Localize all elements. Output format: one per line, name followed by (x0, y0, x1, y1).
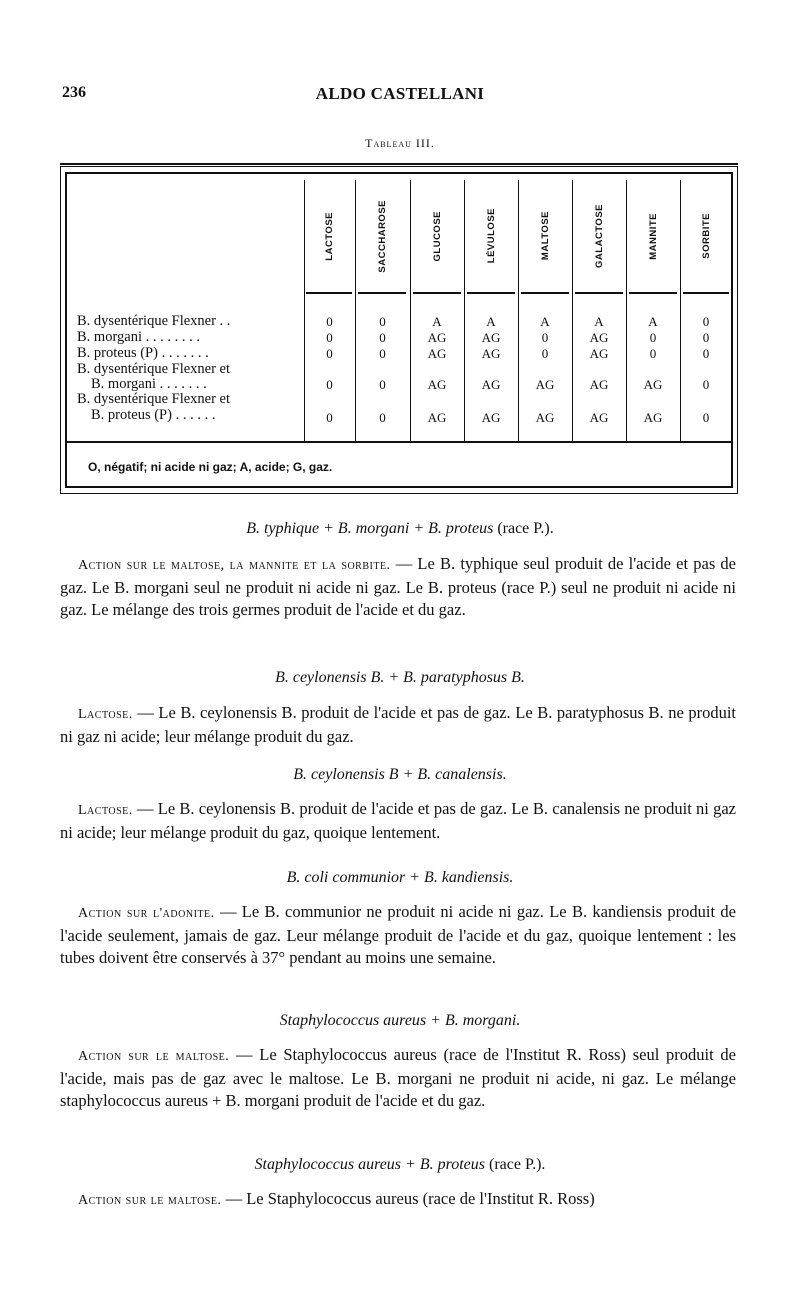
section-paragraph: Lactose. — Le B. ceylonensis B. produit de l'acide et pas de gaz. Le B. canalensis ne produit ni gaz ni acide; leur mélange produit du gaz, quoique lentement. (60, 799, 736, 842)
section-heading: B. ceylonensis B + B. canalensis. (293, 766, 507, 783)
table-cell: AG (427, 346, 447, 361)
table-cell: 0 (379, 346, 386, 361)
table-cell: 0 (649, 346, 657, 361)
header-rule (575, 292, 623, 294)
table-cell: 0 (702, 377, 710, 392)
header-rule (683, 292, 729, 294)
table-footer-rule (66, 441, 732, 443)
row-label: B. dysentérique Flexner . . (77, 313, 231, 329)
table-cell: A (432, 314, 442, 329)
table-cell: AG (589, 410, 609, 425)
section-paragraph: Action sur le maltose, la mannite et la sorbite. — Le B. typhique seul produit de l'acide et pas de gaz. Le B. morgani seul ne produit ni acide ni gaz. Le B. proteus (race P.) seul ne produit ni acide ni gaz. Le mélange des trois germes produit de l'acide et du gaz. (60, 554, 736, 619)
table-cell: 0 (379, 314, 386, 329)
table-cell: AG (589, 377, 609, 392)
table-cell: 0 (702, 330, 710, 345)
header-rule (467, 292, 515, 294)
header-rule (413, 292, 461, 294)
table-legend: O, négatif; ni acide ni gaz; A, acide; G, gaz. (88, 460, 333, 474)
table-cell: AG (427, 377, 447, 392)
table-cell: AG (481, 410, 501, 425)
table-cell: 0 (541, 330, 549, 345)
section-paragraph: Action sur le maltose. — Le Staphylococcus aureus (race de l'Institut R. Ross) (78, 1189, 595, 1208)
running-head: ALDO CASTELLANI (315, 84, 485, 103)
table-cell: AG (643, 410, 663, 425)
table-cell: A (486, 314, 496, 329)
table-cell: 0 (326, 410, 333, 425)
table-cell: 0 (379, 377, 386, 392)
column-header-lactose: LACTOSE (324, 211, 335, 261)
row-label: B. proteus (P) . . . . . . (91, 407, 216, 423)
column-header-maltose: MALTOSE (539, 211, 551, 261)
section-heading: Staphylococcus aureus + B. morgani. (279, 1012, 521, 1029)
column-header-mannite: MANNITE (647, 212, 659, 260)
table-caption: Tableau III. (365, 136, 435, 150)
table-cell: 0 (326, 346, 333, 361)
table-cell: AG (427, 410, 447, 425)
table-cell: 0 (326, 377, 333, 392)
column-header-saccharose: SACCHAROSE (377, 199, 388, 273)
table-cell: AG (535, 377, 555, 392)
section-heading: B. coli communior + B. kandiensis. (286, 869, 514, 886)
section-heading: Staphylococcus aureus + B. proteus (race P.). (254, 1156, 546, 1173)
row-label: B. dysentérique Flexner et (77, 391, 231, 407)
row-label: B. dysentérique Flexner et (77, 361, 231, 377)
section-paragraph: Action sur le maltose. — Le Staphylococcus aureus (race de l'Institut R. Ross) seul produit de l'acide, mais pas de gaz avec le maltose. Le B. morgani ne produit ni acide, ni gaz. Le mélange staphylococcus aureus + B. morgani produit de l'acide et du gaz. (60, 1045, 736, 1110)
column-header-levulose: LÉVULOSE (485, 208, 497, 264)
table-cell: 0 (702, 410, 710, 425)
table-cell: 0 (649, 330, 657, 345)
table-top-rule (60, 163, 738, 165)
table-cell: 0 (379, 330, 386, 345)
table-cell: 0 (702, 346, 710, 361)
table-cell: 0 (379, 410, 386, 425)
header-rule (521, 292, 569, 294)
column-header-glucose: GLUCOSE (431, 210, 443, 262)
section-paragraph: Action sur l'adonite. — Le B. communior ne produit ni acide ni gaz. Le B. kandiensis produit de l'acide seulement, jamais de gaz. Leur mélange produit de l'acide et du gaz, quoique lentement : les tubes doivent être conservés à 37° pendant au moins une semaine. (60, 902, 737, 967)
header-rule (306, 292, 352, 294)
table-cell: A (540, 314, 550, 329)
section-paragraph: Lactose. — Le B. ceylonensis B. produit de l'acide et pas de gaz. Le B. paratyphosus B. ne produit ni gaz ni acide; leur mélange produit du gaz. (60, 703, 736, 746)
table-cell: AG (481, 346, 501, 361)
row-label: B. morgani . . . . . . . . (77, 329, 200, 345)
column-header-galactose: GALACTOSE (593, 204, 605, 268)
header-rule (358, 292, 406, 294)
table-cell: A (594, 314, 604, 329)
column-header-sorbite: SORBITE (700, 213, 712, 259)
table-cell: 0 (702, 314, 710, 329)
table-cell: AG (589, 330, 609, 345)
table-cell: AG (481, 377, 501, 392)
table-cell: AG (481, 330, 501, 345)
table-cell: AG (589, 346, 609, 361)
table-cell: AG (643, 377, 663, 392)
row-label: B. morgani . . . . . . . (91, 376, 207, 392)
section-heading: B. typhique + B. morgani + B. proteus (race P.). (246, 520, 554, 537)
row-label: B. proteus (P) . . . . . . . (77, 345, 209, 361)
table-cell: AG (535, 410, 555, 425)
table-cell: 0 (326, 314, 333, 329)
table-cell: 0 (541, 346, 549, 361)
page-number: 236 (62, 84, 86, 101)
table-cell: 0 (326, 330, 333, 345)
section-heading: B. ceylonensis B. + B. paratyphosus B. (275, 669, 525, 686)
table-cell: AG (427, 330, 447, 345)
header-rule (629, 292, 677, 294)
table-cell: A (648, 314, 658, 329)
